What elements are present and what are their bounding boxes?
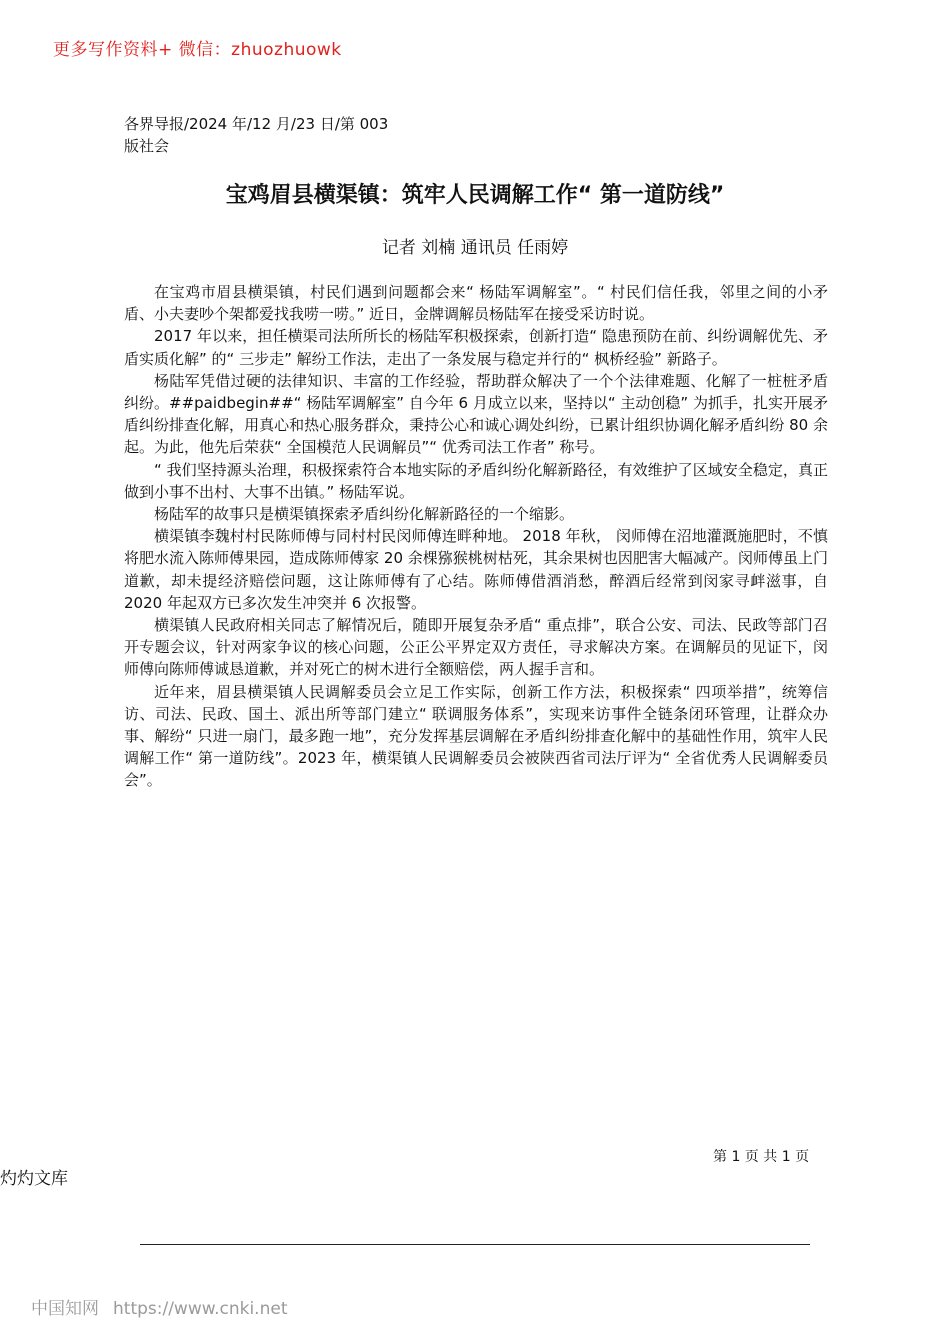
paragraph: 杨陆军凭借过硬的法律知识、丰富的工作经验，帮助群众解决了一个个法律难题、化解了一桩桩矛盾纠纷。##paidbegin##“ 杨陆军调解室” 自今年 6 月成立以来，坚持以“ 主动创稳” 为抓手，扎实开展矛盾纠纷排查化解，用真心和热心服务群众，秉持公心和诚心调处纠纷，已累计组织协调化解矛盾纠纷 80 余起。为此，他先后荣获“ 全国模范人民调解员”“ 优秀司法工作者” 称号。 xyxy=(124,371,828,457)
publication-info xyxy=(124,113,388,157)
paragraph: 近年来，眉县横渠镇人民调解委员会立足工作实际，创新工作方法，积极探索“ 四项举措”，统筹信访、司法、民政、国土、派出所等部门建立“ 联调服务体系”，实现来访事件全链条闭环管理，让群众办事、解纷“ 只进一扇门，最多跑一地”，充分发挥基层调解在矛盾纠纷排查化解中的基础性作用，筑牢人民调解工作“ 第一道防线”。2023 年，横渠镇人民调解委员会被陕西省司法厅评为“ 全省优秀人民调解委员会”。 xyxy=(124,682,828,790)
article-body xyxy=(124,281,828,792)
article-byline: 记者 刘楠 通讯员 任雨婷 xyxy=(381,238,569,258)
page-number: 第 1 页 共 1 页 xyxy=(713,1149,810,1165)
cnki-footer xyxy=(31,1294,301,1319)
promo-banner: 更多写作资料+ 微信：zhuozhuowk xyxy=(53,40,342,60)
paragraph: 2017 年以来，担任横渠司法所所长的杨陆军积极探索，创新打造“ 隐患预防在前、纠纷调解优先、矛盾实质化解” 的“ 三步走” 解纷工作法，走出了一条发展与稳定并行的“ 枫桥经验” 新路子。 xyxy=(124,327,828,368)
library-label: 灼灼文库 xyxy=(0,1169,68,1189)
paragraph: 横渠镇李魏村村民陈师傅与同村村民闵师傅连畔种地。 2018 年秋， 闵师傅在沼地灌溉施肥时，不慎将肥水流入陈师傅果园，造成陈师傅家 20 余棵猕猴桃树枯死，其余果树也因肥害大幅减产。闵师傅虽上门道歉，却未提经济赔偿问题，这让陈师傅有了心结。陈师傅借酒消愁，醉酒后经常到闵家寻衅滋事，自 2020 年起双方已多次发生冲突并 6 次报警。 xyxy=(124,527,828,612)
paragraph: 在宝鸡市眉县横渠镇，村民们遇到问题都会来“ 杨陆军调解室”。“ 村民们信任我，邻里之间的小矛盾、小夫妻吵个架都爱找我唠一唠。” 近日，金牌调解员杨陆军在接受采访时说。 xyxy=(124,283,828,324)
cnki-site-name: 中国知网 xyxy=(31,1299,99,1319)
footer-divider xyxy=(140,1244,810,1245)
paragraph: 杨陆军的故事只是横渠镇探索矛盾纠纷化解新路径的一个缩影。 xyxy=(154,505,575,524)
paragraph: “ 我们坚持源头治理，积极探索符合本地实际的矛盾纠纷化解新路径，有效维护了区域安全稳定，真正做到小事不出村、大事不出镇。” 杨陆军说。 xyxy=(124,460,828,501)
section-line: 版社会 xyxy=(124,137,170,155)
cnki-site-url[interactable]: https://www.cnki.net xyxy=(113,1299,288,1319)
paragraph: 横渠镇人民政府相关同志了解情况后，随即开展复杂矛盾“ 重点排”，联合公安、司法、民政等部门召开专题会议，针对两家争议的核心问题，公正公平界定双方责任，寻求解决方案。在调解员的见证下，闵师傅向陈师傅诚恳道歉，并对死亡的树木进行全额赔偿，两人握手言和。 xyxy=(124,616,828,679)
source-line: 各界导报/2024 年/12 月/23 日/第 003 xyxy=(124,115,389,133)
article-title: 宝鸡眉县横渠镇：筑牢人民调解工作“ 第一道防线” xyxy=(225,183,725,208)
